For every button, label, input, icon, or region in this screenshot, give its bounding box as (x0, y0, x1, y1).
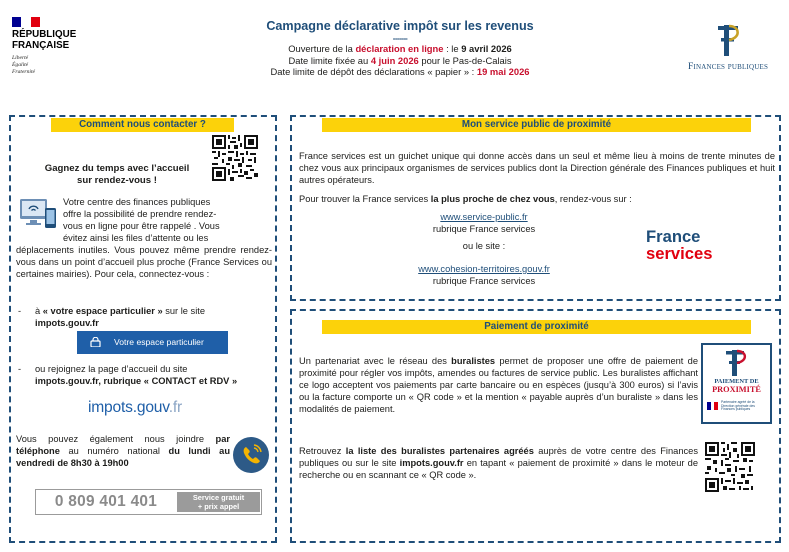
list-text-prefix: Retrouvez (299, 446, 346, 456)
republique-name-line1: RÉPUBLIQUE (12, 29, 77, 40)
campaign-paper-deadline-line (180, 66, 620, 78)
espace-particulier-button[interactable] (77, 331, 228, 354)
line2-prefix: Date limite fixée au (288, 54, 371, 66)
phone-number-banner[interactable] (35, 489, 262, 515)
bullet1-text1: à (35, 306, 43, 316)
payment-qr-code[interactable] (705, 442, 755, 492)
service-public-link[interactable]: www.service-public.fr (440, 212, 528, 222)
phone-bold2: du lundi au vendredi de 8h30 à 19h00 (16, 445, 231, 468)
line2-date: 4 juin 2026 (370, 54, 419, 66)
buralistes-description (299, 356, 698, 416)
line1-prefix: Ouverture de la (288, 42, 356, 54)
service-public-link-block (372, 212, 596, 236)
line3-date: 19 mai 2026 (476, 66, 530, 78)
proximity-box-title: Mon service public de proximité (322, 118, 751, 132)
bullet-espace-particulier (35, 306, 272, 330)
impots-gouv-logo[interactable] (88, 398, 198, 417)
service-public-link-sub: rubrique France services (432, 223, 536, 234)
finances-publiques-mark-icon (710, 22, 746, 58)
line2-suffix: pour le Pas-de-Calais (418, 54, 512, 66)
computer-phone-icon (19, 197, 59, 231)
france-services-description: France services est un guichet unique qui donne accès dans un seul et même lieu à moins de trente minutes de chez vous aux principaux organismes de services publics dont la Direction générale des Finances publiques et huit autres opérateurs. (299, 151, 775, 185)
phone-bold1: par téléphone (16, 434, 230, 456)
cohesion-link-block (372, 264, 596, 288)
bullet-contact-rdv (35, 364, 272, 388)
motto-fraternite: Fraternité (12, 68, 35, 75)
france-services-logo-line1: France (646, 227, 701, 246)
republique-name-line2: FRANÇAISE (12, 39, 70, 51)
list-text-mid: auprès de votre centre des Finances publiques ou sur le site (299, 446, 698, 468)
payment-box (290, 309, 781, 543)
buralistes-text-prefix: Un partenariat avec le réseau des (299, 356, 452, 366)
appointment-intro-line2: sur rendez-vous ! (77, 175, 157, 187)
campaign-title: Campagne déclarative impôt sur les revenus (266, 19, 534, 33)
or-text: ou le site : (462, 241, 506, 251)
contact-qr-code[interactable] (212, 135, 258, 181)
proximity-service-box (290, 115, 781, 301)
find-text-bold: la plus proche de chez vous (430, 194, 555, 204)
contact-box-title: Comment nous contacter ? (51, 118, 234, 132)
france-services-logo (646, 229, 726, 262)
line1-mid: : le (443, 42, 462, 54)
campaign-deadline-line (180, 55, 620, 67)
appointment-text-line4: évitez ainsi les files d’attente ou les (63, 232, 209, 243)
appointment-intro (23, 163, 211, 188)
phone-paragraph (16, 434, 230, 470)
contact-box (9, 115, 277, 543)
campaign-block (180, 19, 620, 78)
paiement-word2: PROXIMITÉ (712, 385, 761, 395)
phone-tag-line1: Service gratuit (192, 493, 245, 502)
logo-gouv-word: .gouv (132, 399, 169, 416)
logo-impots-word: impots (88, 399, 133, 416)
list-text-suffix: en tapant « paiement de proximité » dans le moteur de recherche ou en scannant ce « QR code ». (299, 457, 698, 480)
list-site-bold: impots.gouv.fr (399, 457, 464, 468)
phone-tag-line2: + prix appel (197, 502, 240, 511)
lock-icon (90, 337, 101, 347)
appointment-paragraph-top (63, 197, 272, 245)
bullet2-bold: impots.gouv.fr, rubrique « CONTACT et RDV » (35, 375, 238, 386)
cohesion-link-sub: rubrique France services (432, 275, 536, 286)
logo-fr-word: .fr (168, 399, 182, 416)
phone-text1: Vous pouvez également nous joindre (16, 434, 216, 444)
line1-date: 9 avril 2026 (461, 42, 512, 54)
appointment-paragraph-rest: déplacements inutiles. Vous pouvez même prendre rendez-vous dans un point d’accueil plus proche (France Services ou certaines mairies). Pour cela, connectez-vous : (16, 245, 272, 279)
finances-publiques-logo (672, 22, 784, 74)
logo-flag-icon (707, 402, 718, 410)
republique-francaise-logo (12, 17, 122, 75)
line1-online-declaration: déclaration en ligne (355, 42, 444, 54)
motto-liberte: Liberté (12, 55, 29, 62)
appointment-intro-line1: Gagnez du temps avec l’accueil (44, 163, 190, 174)
appointment-text-line3: vous en ligne pour être rappelé . Vous (63, 220, 220, 231)
motto-egalite: Égalité (12, 61, 29, 68)
phone-icon (233, 437, 269, 473)
phone-text2: au numéro national (59, 445, 169, 456)
line3-prefix: Date limite de dépôt des déclarations « papier » : (270, 66, 477, 78)
phone-number: 0 809 401 401 (54, 493, 158, 510)
appointment-text-line1: Votre centre des finances publiques (63, 197, 211, 207)
bullet-dash-1: - (18, 306, 22, 316)
find-text-prefix: Pour trouver la France services (299, 194, 431, 204)
espace-particulier-button-label: Votre espace particulier (114, 337, 204, 347)
find-text-suffix: , rendez-vous sur : (554, 194, 632, 204)
buralistes-text-rest: permet de proposer une offre de paiement de proximité pour régler vos impôts, amendes ou factures de service public. Les buralistes affichant ce logo acceptent vos paiements par carte bancaire ou en espèces (jusqu’à 300 euros) si l’avis ou la facture comporte un « QR code » et la mention « payable auprès d’un buraliste » dans les modalités de paiement. (299, 356, 698, 414)
bullet2-text1: ou rejoignez la page d’accueil du site (35, 364, 188, 374)
page-header (0, 0, 789, 108)
payment-box-title: Paiement de proximité (322, 320, 751, 334)
bullet1-text2: sur le site (162, 306, 206, 316)
republique-motto (12, 55, 122, 75)
phone-price-tag (177, 492, 260, 512)
buralistes-list-paragraph (299, 446, 698, 482)
campaign-opening-line (180, 43, 620, 55)
bullet-dash-2: - (18, 364, 22, 374)
cohesion-territoires-link[interactable]: www.cohesion-territoires.gouv.fr (418, 264, 550, 274)
appointment-text-line2: offre la possibilité de prendre rendez- (63, 208, 217, 219)
find-france-services-text (299, 194, 775, 206)
paiement-logo-mini-text: Partenaire agréé de la Direction générale des Finances publiques (721, 400, 755, 412)
french-flag-icon (12, 17, 40, 27)
bullet1-bold: « votre espace particulier » (42, 306, 163, 316)
paiement-proximite-word (703, 378, 770, 394)
france-services-logo-line2: services (646, 243, 713, 263)
finances-publiques-name: Finances publiques (687, 62, 769, 72)
paiement-word1: PAIEMENT DE (714, 378, 759, 385)
campaign-separator: ------- (392, 33, 408, 43)
paiement-proximite-mark-icon (703, 346, 770, 380)
bullet1-site: impots.gouv.fr (35, 317, 99, 328)
list-bold: la liste des buralistes partenaires agréés (345, 446, 534, 456)
buralistes-bold: buralistes (451, 356, 496, 366)
paiement-proximite-logo (701, 343, 772, 424)
